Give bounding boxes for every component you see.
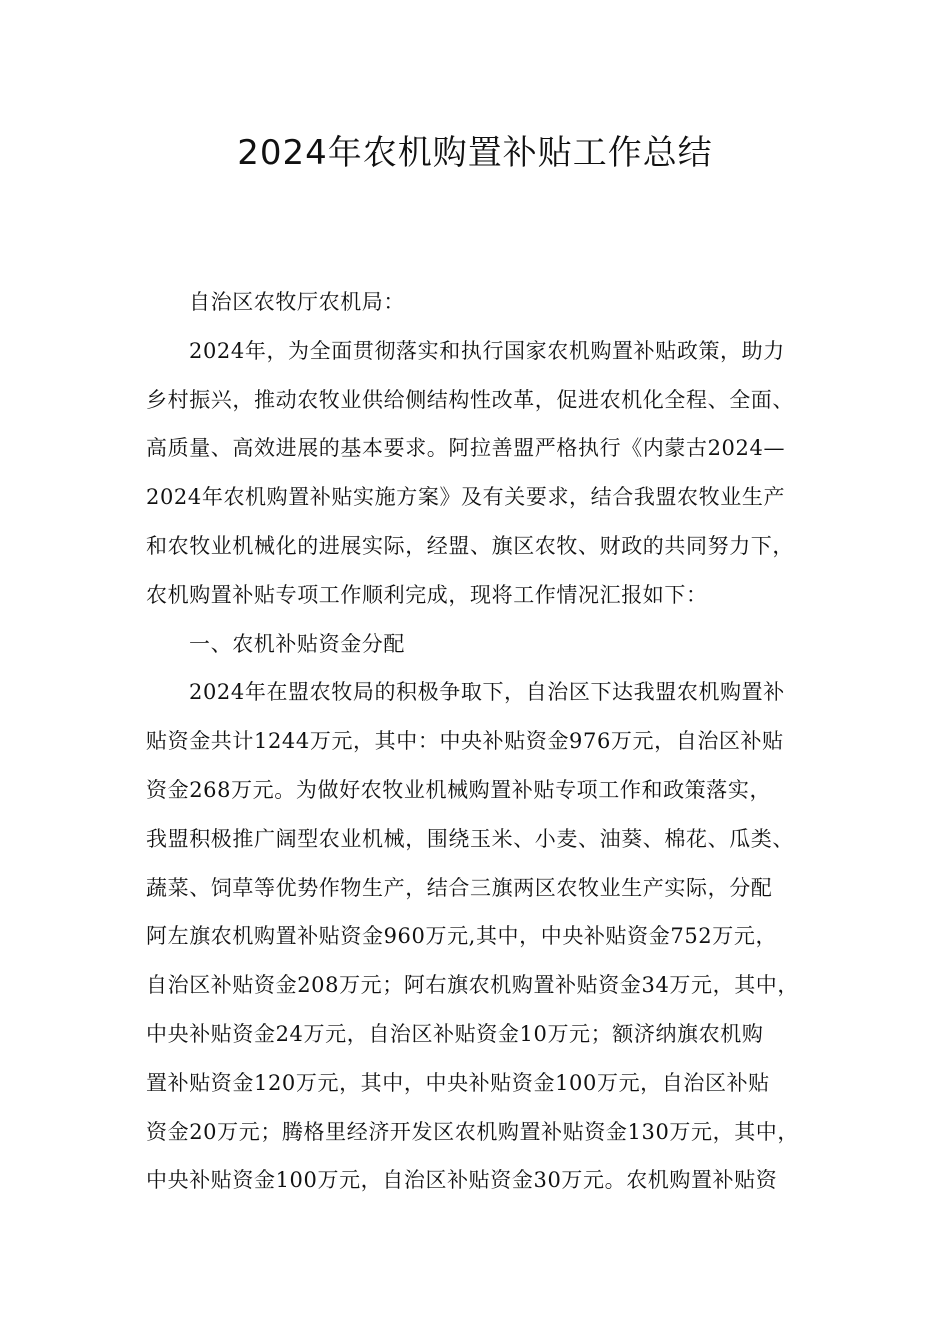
document-line: 置补贴资金120万元，其中，中央补贴资金100万元，自治区补贴 [146, 1070, 770, 1095]
document-line: 乡村振兴，推动农牧业供给侧结构性改革，促进农机化全程、全面、 [146, 387, 794, 412]
document-line: 2024年，为全面贯彻落实和执行国家农机购置补贴政策，助力 [189, 338, 785, 363]
document-line: 蔬菜、饲草等优势作物生产，结合三旗两区农牧业生产实际，分配 [146, 875, 773, 900]
document-line: 中央补贴资金24万元，自治区补贴资金10万元；额济纳旗农机购 [146, 1021, 764, 1046]
document-line: 自治区补贴资金208万元；阿右旗农机购置补贴资金34万元，其中， [146, 973, 800, 998]
document-line: 我盟积极推广阔型农业机械，围绕玉米、小麦、油葵、棉花、瓜类、 [146, 826, 794, 851]
document-line: 一、农机补贴资金分配 [189, 631, 405, 656]
document-line: 农机购置补贴专项工作顺利完成，现将工作情况汇报如下： [146, 582, 708, 607]
document-title: 2024年农机购置补贴工作总结 [237, 133, 713, 173]
document-line: 2024年农机购置补贴实施方案》及有关要求，结合我盟农牧业生产 [146, 485, 786, 510]
document-line: 自治区农牧厅农机局： [189, 290, 405, 314]
document-line: 资金20万元；腾格里经济开发区农机购置补贴资金130万元，其中， [146, 1119, 800, 1144]
document-line: 2024年在盟农牧局的积极争取下，自治区下达我盟农机购置补 [189, 680, 785, 705]
document-line: 贴资金共计1244万元，其中：中央补贴资金976万元，自治区补贴 [146, 729, 784, 754]
document-line: 中央补贴资金100万元，自治区补贴资金30万元。农机购置补贴资 [146, 1168, 778, 1193]
document-body [146, 278, 826, 1205]
document-line: 高质量、高效进展的基本要求。阿拉善盟严格执行《内蒙古2024— [146, 436, 786, 461]
document-line: 和农牧业机械化的进展实际，经盟、旗区农牧、财政的共同努力下， [146, 533, 794, 558]
document-line: 阿左旗农机购置补贴资金960万元,其中，中央补贴资金752万元， [146, 924, 778, 949]
document-line: 资金268万元。为做好农牧业机械购置补贴专项工作和政策落实， [146, 777, 772, 802]
